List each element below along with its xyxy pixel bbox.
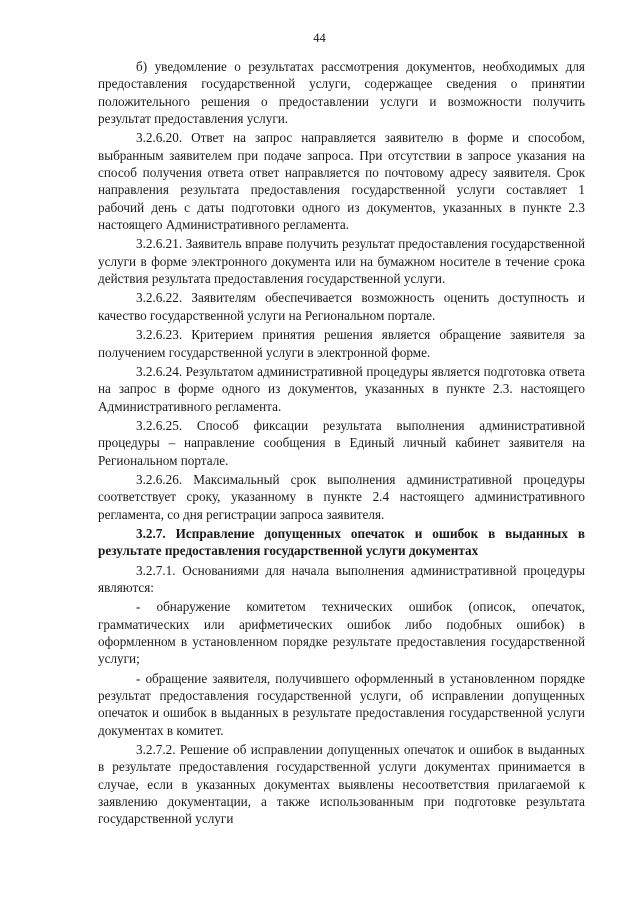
page-number: 44 [313, 31, 326, 45]
paragraph-3-2-7-2: 3.2.7.2. Решение об исправлении допущенных опечаток и ошибок в выданных в результате предоставления государственной услуги документах принимается в случае, если в указанных документах выявлены несоответствия прилагаемой к заявлению документации, а также использованным при подготовке результата государственной услуги [98, 742, 585, 827]
paragraph-3-2-6-25: 3.2.6.25. Способ фиксации результата выполнения административной процедуры – направление сообщения в Единый личный кабинет заявителя на Региональном портале. [98, 417, 585, 468]
section-heading-3-2-7: 3.2.7. Исправление допущенных опечаток и ошибок в выданных в результате предоставления государственной услуги документах [98, 525, 585, 559]
list-item-applicant-request: - обращение заявителя, получившего оформленный в установленном порядке результат предоставления государственной услуги, об исправлении допущенных опечаток и ошибок в выданных в результате предоставления государственной услуги документах в комитет. [98, 670, 585, 738]
paragraph-3-2-6-24: 3.2.6.24. Результатом административной процедуры является подготовка ответа на запрос в форме одного из документов, указанных в пункте 2.3. настоящего Административного регламента. [98, 363, 585, 414]
paragraph-3-2-6-22: 3.2.6.22. Заявителям обеспечивается возможность оценить доступность и качество государственной услуги на Региональном портале. [98, 290, 585, 323]
paragraph-3-2-7-1: 3.2.7.1. Основаниями для начала выполнения административной процедуры являются: [98, 562, 585, 595]
paragraph-3-2-6-26: 3.2.6.26. Максимальный срок выполнения административной процедуры соответствует сроку, указанному в пункте 2.4 настоящего административного регламента, со дня регистрации запроса заявителя. [98, 471, 585, 522]
paragraph-notification: б) уведомление о результатах рассмотрения документов, необходимых для предоставления государственной услуги, содержащее сведения о принятии положительного решения о предоставлении услуги и возможности получить результат предоставления услуги. [98, 59, 585, 127]
document-body [98, 58, 585, 830]
paragraph-3-2-6-23: 3.2.6.23. Критерием принятия решения является обращение заявителя за получением государственной услуги в электронной форме. [98, 327, 585, 360]
paragraph-3-2-6-20: 3.2.6.20. Ответ на запрос направляется заявителю в форме и способом, выбранным заявителем при подаче запроса. При отсутствии в запросе указания на способ получения ответа ответ направляется по почтовому адресу заявителя. Срок направления результата предоставления государственной услуги составляет 1 рабочий день с даты подготовки одного из документов, указанных в пункте 2.3 настоящего Административного регламента. [98, 130, 585, 233]
paragraph-3-2-6-21: 3.2.6.21. Заявитель вправе получить результат предоставления государственной услуги в форме электронного документа или на бумажном носителе в течение срока действия результата предоставления государственной услуги. [98, 236, 585, 287]
list-item-technical-errors: - обнаружение комитетом технических ошибок (описок, опечаток, грамматических или арифметических ошибок либо подобных ошибок) в оформленном в установленном порядке результате предоставления государственной услуги; [98, 599, 585, 667]
